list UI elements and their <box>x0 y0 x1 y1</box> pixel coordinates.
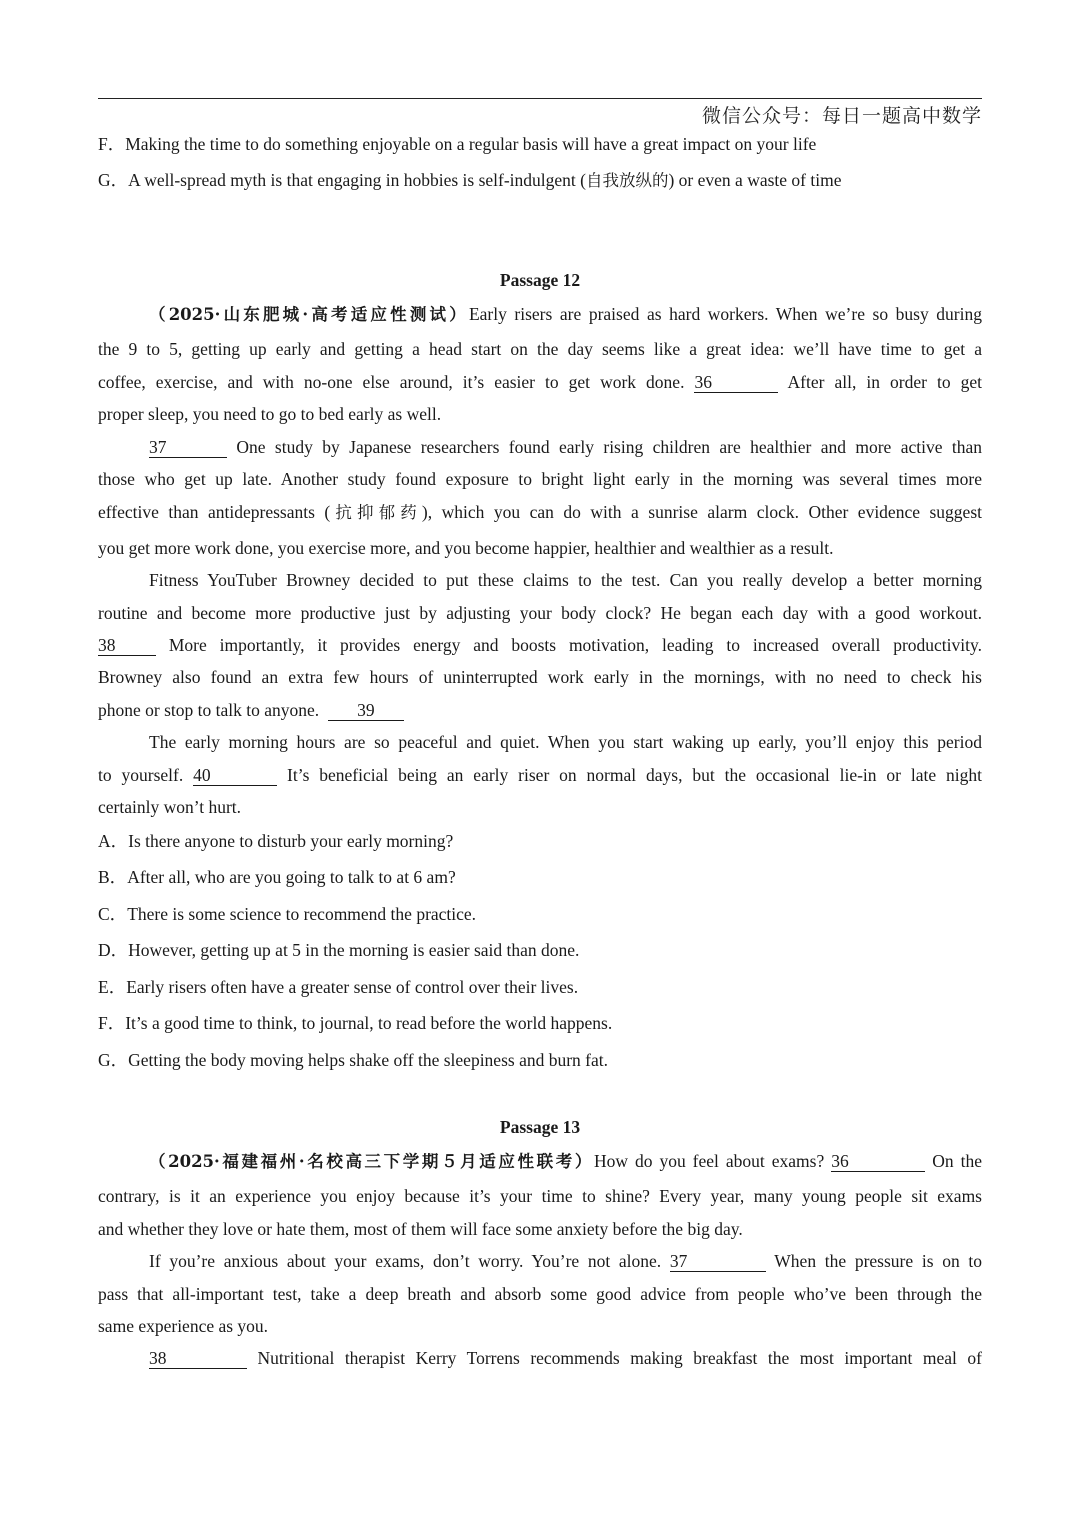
p12-line-5: 37 One study by Japanese researchers found early rising children are healthier and more active than <box>149 437 982 457</box>
blank-37[interactable]: 37 <box>149 438 227 458</box>
p13-line-1: （2025·福建福州·名校高三下学期５月适应性联考）How do you feel about exams? 36 On the <box>149 1151 983 1171</box>
blank-37[interactable]: 37 <box>670 1252 766 1272</box>
p12-line-1: （2025·山东肥城·高考适应性测试）Early risers are praised as hard workers. When we’re so busy during <box>149 304 982 324</box>
p12-line-10: routine and become more productive just by adjusting your body clock? He began each day with a good workout. <box>98 603 982 623</box>
blank-36[interactable]: 36 <box>694 373 778 393</box>
p12-line-11: 38 More importantly, it provides energy and boosts motivation, leading to increased overall productivity. <box>98 635 982 655</box>
p12-line-8: you get more work done, you exercise more, and you become happier, healthier and wealthier as a result. <box>98 538 834 558</box>
blank-38[interactable]: 38 <box>149 1349 247 1369</box>
prev-option-g: G．A well-spread myth is that engaging in hobbies is self-indulgent (自我放纵的) or even a waste of time <box>98 170 842 190</box>
p12-option-f: F．It’s a good time to think, to journal, to read before the world happens. <box>98 1013 613 1033</box>
p13-line-4: If you’re anxious about your exams, don’t worry. You’re not alone. 37 When the pressure is on to <box>149 1251 983 1271</box>
p12-option-c: C．There is some science to recommend the practice. <box>98 904 477 924</box>
prev-option-f: F．Making the time to do something enjoyable on a regular basis will have a great impact on your life <box>98 134 817 154</box>
p13-line-6: same experience as you. <box>98 1316 269 1336</box>
p12-option-b: B．After all, who are you going to talk to at 6 am? <box>98 867 456 887</box>
p12-source: （2025·山东肥城·高考适应性测试） <box>149 305 469 324</box>
passage-12-title: Passage 12 <box>499 270 581 290</box>
p12-line-12: Browney also found an extra few hours of uninterrupted work early in the mornings, with no need to check his <box>98 667 982 687</box>
p12-line-7: effective than antidepressants (抗抑郁药), which you can do with a sunrise alarm clock. Other evidence suggest <box>98 502 982 522</box>
p12-line-13: phone or stop to talk to anyone. 39 <box>98 698 982 722</box>
p12-option-a: A．Is there anyone to disturb your early morning? <box>98 831 454 851</box>
blank-36[interactable]: 36 <box>831 1152 925 1172</box>
p12-line-14: The early morning hours are so peaceful and quiet. When you start waking up early, you’ll enjoy this period <box>149 732 982 752</box>
blank-40[interactable]: 40 <box>193 766 277 786</box>
header-text: 微信公众号：每日一题高中数学 <box>701 105 982 127</box>
p12-line-2: the 9 to 5, getting up early and getting a head start on the day seems like a great idea: we’ll have time to get a <box>98 339 982 359</box>
p12-line-15: to yourself. 40 It’s beneficial being an early riser on normal days, but the occasional lie-in or late night <box>98 765 983 785</box>
p12-line-9: Fitness YouTuber Browney decided to put these claims to the test. Can you really develop a better morning <box>149 570 982 590</box>
passage-13-title: Passage 13 <box>499 1117 581 1137</box>
p13-source: （2025·福建福州·名校高三下学期５月适应性联考） <box>149 1152 594 1171</box>
p12-option-e: E．Early risers often have a greater sense of control over their lives. <box>98 977 579 997</box>
p12-option-d: D．However, getting up at 5 in the morning is easier said than done. <box>98 940 580 960</box>
p13-line-7: 38 Nutritional therapist Kerry Torrens recommends making breakfast the most important meal of <box>149 1348 982 1368</box>
p13-line-5: pass that all-important test, take a deep breath and absorb some good advice from people who’ve been through the <box>98 1284 982 1304</box>
p12-option-g: G．Getting the body moving helps shake off the sleepiness and burn fat. <box>98 1050 608 1070</box>
blank-39[interactable]: 39 <box>328 701 404 721</box>
p12-line-4: proper sleep, you need to go to bed early as well. <box>98 404 442 424</box>
p13-line-3: and whether they love or hate them, most of them will face some anxiety before the big day. <box>98 1219 743 1239</box>
blank-38[interactable]: 38 <box>98 636 156 656</box>
header-rule <box>98 98 982 99</box>
p13-line-2: contrary, is it an experience you enjoy because it’s your time to shine? Every year, many young people sit exams <box>98 1186 982 1206</box>
p12-line-6: those who get up late. Another study found exposure to bright light early in the morning was several times more <box>98 469 982 489</box>
p12-line-16: certainly won’t hurt. <box>98 797 242 817</box>
p12-line-3: coffee, exercise, and with no-one else around, it’s easier to get work done. 36 After all, in order to get <box>98 372 982 392</box>
